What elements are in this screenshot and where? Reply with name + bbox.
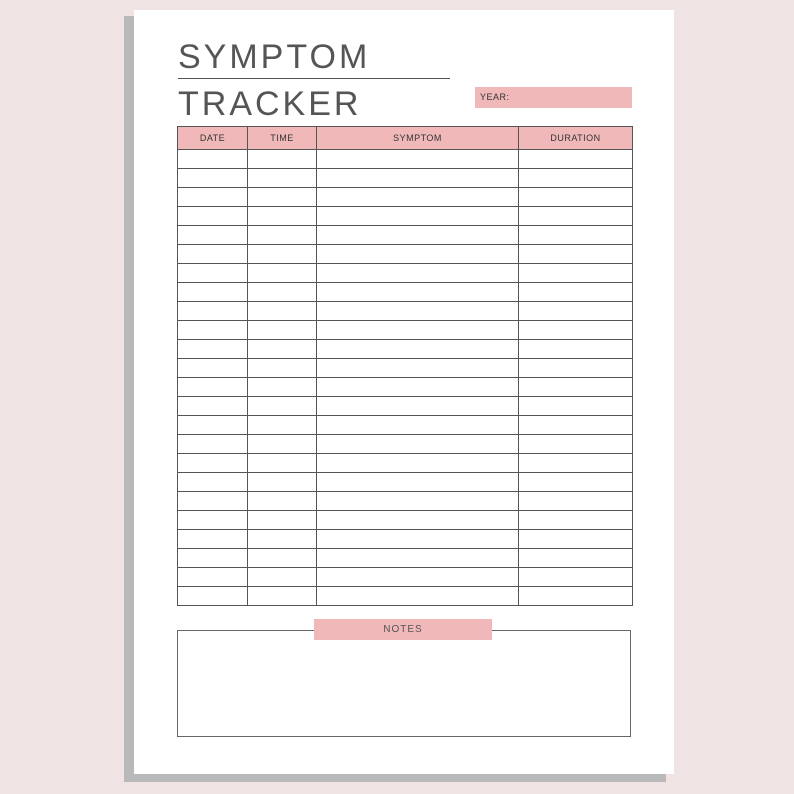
cell-time[interactable] [248, 283, 317, 302]
table-row [178, 397, 633, 416]
cell-duration[interactable] [519, 188, 633, 207]
cell-symptom[interactable] [317, 207, 519, 226]
table-row [178, 416, 633, 435]
year-label: YEAR: [480, 92, 510, 102]
year-field[interactable] [475, 87, 632, 108]
cell-date[interactable] [178, 530, 248, 549]
cell-date[interactable] [178, 340, 248, 359]
cell-time[interactable] [248, 321, 317, 340]
table-row [178, 454, 633, 473]
table-row [178, 568, 633, 587]
table-row [178, 188, 633, 207]
table-header-row [178, 127, 633, 150]
cell-date[interactable] [178, 321, 248, 340]
cell-time[interactable] [248, 454, 317, 473]
cell-date[interactable] [178, 435, 248, 454]
cell-date[interactable] [178, 359, 248, 378]
table-row [178, 359, 633, 378]
cell-duration[interactable] [519, 416, 633, 435]
table-row [178, 264, 633, 283]
cell-duration[interactable] [519, 530, 633, 549]
cell-symptom[interactable] [317, 302, 519, 321]
cell-date[interactable] [178, 283, 248, 302]
cell-time[interactable] [248, 245, 317, 264]
cell-symptom[interactable] [317, 340, 519, 359]
cell-symptom[interactable] [317, 245, 519, 264]
cell-symptom[interactable] [317, 549, 519, 568]
cell-symptom[interactable] [317, 587, 519, 606]
cell-symptom[interactable] [317, 378, 519, 397]
cell-symptom[interactable] [317, 188, 519, 207]
cell-date[interactable] [178, 473, 248, 492]
column-header-symptom: SYMPTOM [317, 127, 519, 150]
cell-duration[interactable] [519, 283, 633, 302]
cell-duration[interactable] [519, 549, 633, 568]
cell-symptom[interactable] [317, 492, 519, 511]
table-row [178, 378, 633, 397]
tracker-sheet [134, 10, 674, 774]
table-row [178, 511, 633, 530]
cell-symptom[interactable] [317, 435, 519, 454]
cell-time[interactable] [248, 378, 317, 397]
table-row [178, 587, 633, 606]
cell-duration[interactable] [519, 264, 633, 283]
cell-date[interactable] [178, 416, 248, 435]
cell-time[interactable] [248, 511, 317, 530]
cell-time[interactable] [248, 169, 317, 188]
cell-date[interactable] [178, 226, 248, 245]
cell-duration[interactable] [519, 340, 633, 359]
table-row [178, 549, 633, 568]
page-title-line-1: SYMPTOM [178, 38, 371, 76]
cell-time[interactable] [248, 207, 317, 226]
table-row [178, 473, 633, 492]
cell-time[interactable] [248, 435, 317, 454]
table-body [178, 150, 633, 606]
table-row [178, 226, 633, 245]
cell-date[interactable] [178, 150, 248, 169]
cell-time[interactable] [248, 416, 317, 435]
cell-duration[interactable] [519, 454, 633, 473]
cell-date[interactable] [178, 207, 248, 226]
table-row [178, 530, 633, 549]
notes-label: NOTES [314, 619, 492, 640]
cell-time[interactable] [248, 340, 317, 359]
cell-duration[interactable] [519, 492, 633, 511]
cell-duration[interactable] [519, 150, 633, 169]
cell-symptom[interactable] [317, 264, 519, 283]
cell-duration[interactable] [519, 435, 633, 454]
table-row [178, 283, 633, 302]
cell-duration[interactable] [519, 568, 633, 587]
cell-duration[interactable] [519, 207, 633, 226]
cell-time[interactable] [248, 568, 317, 587]
cell-date[interactable] [178, 549, 248, 568]
cell-date[interactable] [178, 492, 248, 511]
cell-date[interactable] [178, 264, 248, 283]
cell-duration[interactable] [519, 511, 633, 530]
table-row [178, 169, 633, 188]
cell-date[interactable] [178, 245, 248, 264]
table-row [178, 302, 633, 321]
cell-date[interactable] [178, 568, 248, 587]
cell-duration[interactable] [519, 359, 633, 378]
cell-duration[interactable] [519, 378, 633, 397]
cell-date[interactable] [178, 378, 248, 397]
cell-symptom[interactable] [317, 226, 519, 245]
cell-time[interactable] [248, 226, 317, 245]
cell-symptom[interactable] [317, 473, 519, 492]
page-title-line-2: TRACKER [178, 85, 362, 123]
cell-time[interactable] [248, 530, 317, 549]
notes-area[interactable] [177, 630, 631, 737]
cell-time[interactable] [248, 359, 317, 378]
cell-symptom[interactable] [317, 416, 519, 435]
cell-time[interactable] [248, 150, 317, 169]
cell-time[interactable] [248, 492, 317, 511]
title-underline [178, 78, 450, 79]
cell-date[interactable] [178, 169, 248, 188]
cell-time[interactable] [248, 302, 317, 321]
cell-symptom[interactable] [317, 283, 519, 302]
cell-duration[interactable] [519, 226, 633, 245]
cell-time[interactable] [248, 397, 317, 416]
column-header-date: DATE [178, 127, 248, 150]
cell-date[interactable] [178, 587, 248, 606]
cell-symptom[interactable] [317, 530, 519, 549]
cell-symptom[interactable] [317, 150, 519, 169]
cell-symptom[interactable] [317, 321, 519, 340]
cell-date[interactable] [178, 188, 248, 207]
cell-symptom[interactable] [317, 511, 519, 530]
cell-duration[interactable] [519, 587, 633, 606]
column-header-time: TIME [248, 127, 317, 150]
table-row [178, 492, 633, 511]
cell-symptom[interactable] [317, 169, 519, 188]
cell-date[interactable] [178, 397, 248, 416]
table-row [178, 321, 633, 340]
cell-time[interactable] [248, 587, 317, 606]
cell-duration[interactable] [519, 397, 633, 416]
table-row [178, 207, 633, 226]
column-header-duration: DURATION [519, 127, 633, 150]
cell-symptom[interactable] [317, 568, 519, 587]
cell-duration[interactable] [519, 302, 633, 321]
cell-duration[interactable] [519, 473, 633, 492]
cell-time[interactable] [248, 473, 317, 492]
table-row [178, 435, 633, 454]
table-row [178, 150, 633, 169]
cell-duration[interactable] [519, 245, 633, 264]
cell-symptom[interactable] [317, 397, 519, 416]
cell-time[interactable] [248, 549, 317, 568]
table-row [178, 245, 633, 264]
cell-symptom[interactable] [317, 359, 519, 378]
cell-time[interactable] [248, 264, 317, 283]
table-row [178, 340, 633, 359]
cell-duration[interactable] [519, 169, 633, 188]
cell-date[interactable] [178, 511, 248, 530]
symptom-table [177, 126, 633, 606]
cell-duration[interactable] [519, 321, 633, 340]
cell-symptom[interactable] [317, 454, 519, 473]
cell-date[interactable] [178, 454, 248, 473]
cell-date[interactable] [178, 302, 248, 321]
cell-time[interactable] [248, 188, 317, 207]
